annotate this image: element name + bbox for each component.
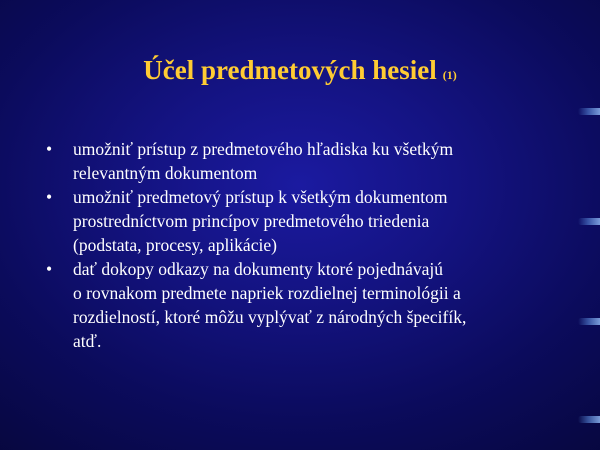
slide-title-note: (1) [442,68,457,82]
bullet-item [46,257,546,353]
edge-decoration [578,218,600,225]
bullet-text-line: (podstata, procesy, aplikácie) [73,235,277,255]
bullet-text-line: umožniť predmetový prístup k všetkým dokumentom [73,187,448,207]
bullet-item [46,137,546,185]
bullet-icon: • [46,187,53,207]
bullet-text-line: o rovnakom predmete napriek rozdielnej terminológii a [73,283,461,303]
bullet-icon: • [46,259,53,279]
bullet-icon: • [46,139,53,159]
bullet-text-line: prostredníctvom princípov predmetového triedenia [73,211,430,231]
edge-decoration [578,108,600,115]
bullet-list [46,137,546,353]
bullet-text-line: atď. [73,331,102,351]
edge-decoration [578,416,600,423]
bullet-text-line: relevantným dokumentom [73,163,258,183]
slide-title-text: Účel predmetových hesiel [143,55,437,85]
bullet-item [46,185,546,257]
edge-decoration [578,318,600,325]
bullet-text-line: rozdielností, ktoré môžu vyplývať z národných špecifík, [73,307,467,327]
bullet-text-line: umožniť prístup z predmetového hľadiska ku všetkým [73,139,454,159]
bullet-text-line: dať dokopy odkazy na dokumenty ktoré pojednávajú [73,259,444,279]
slide-title [0,50,600,95]
